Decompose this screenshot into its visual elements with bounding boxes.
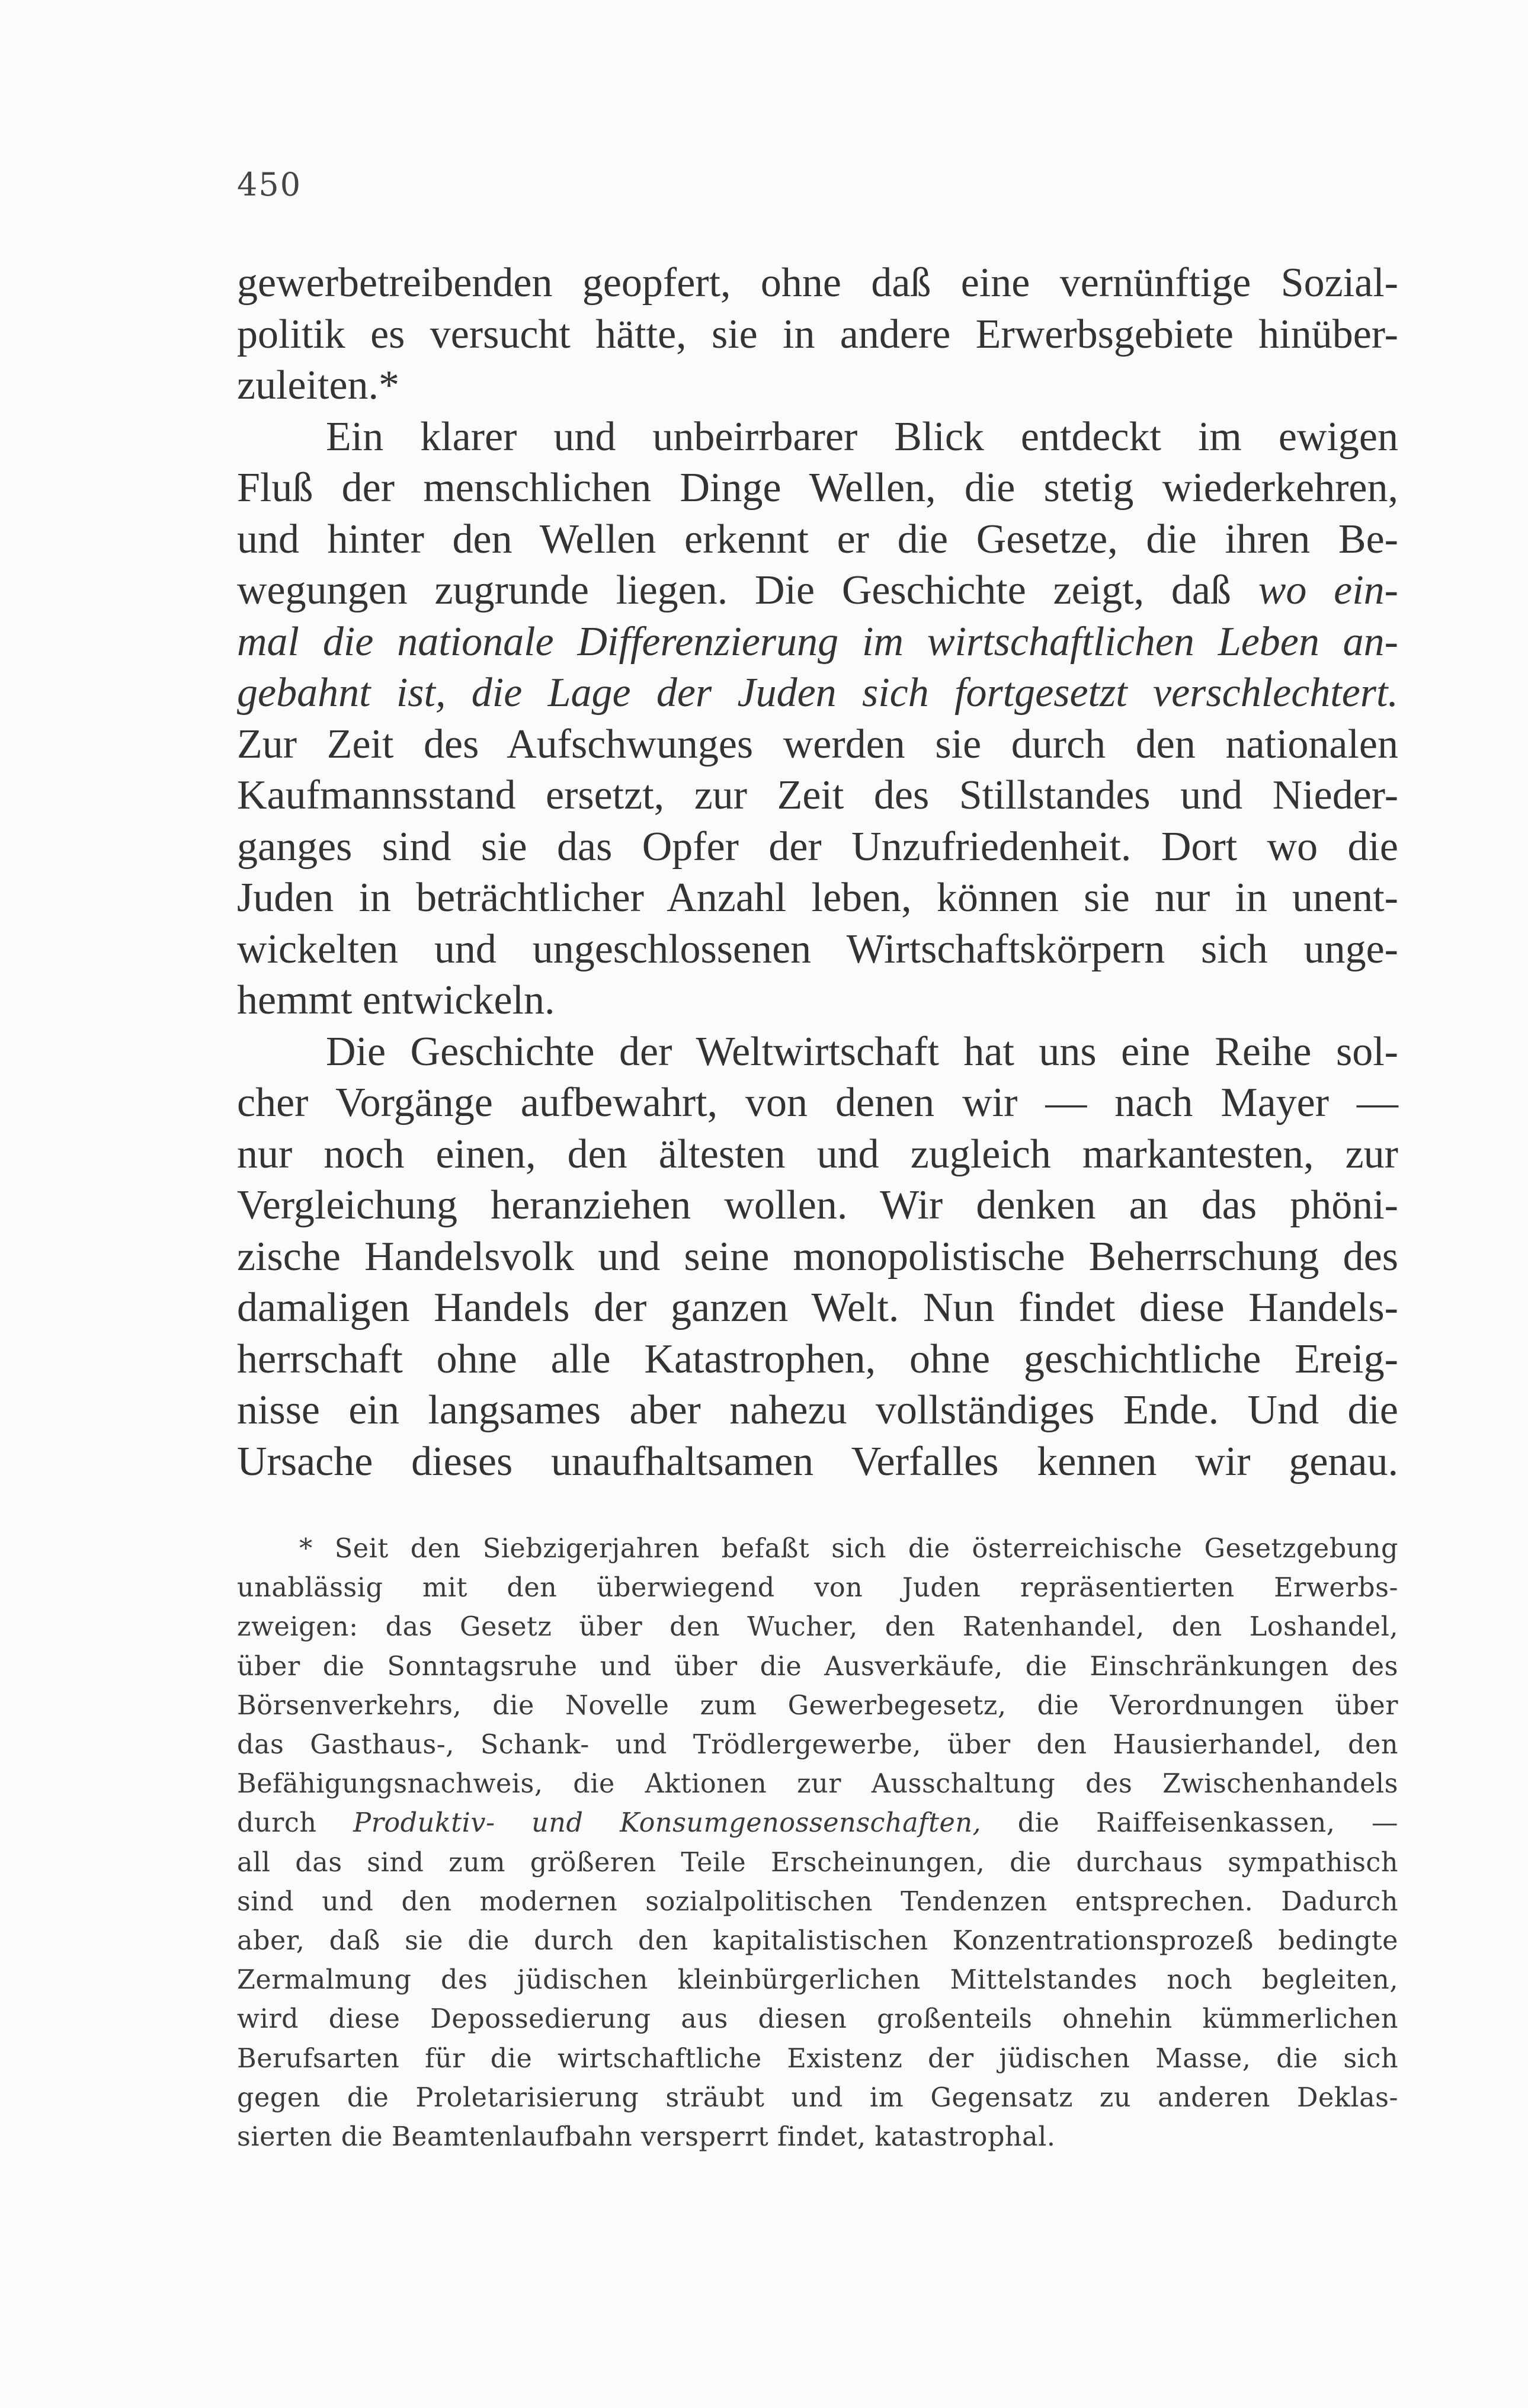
text-line: cher Vorgänge aufbewahrt, von denen wir — nach Mayer — xyxy=(237,1080,1398,1126)
footnote-line: sierten die Beamtenlaufbahn versperrt findet, katastrophal. xyxy=(237,2122,1056,2153)
text-line: Vergleichung heranziehen wollen. Wir denken an das phöni- xyxy=(237,1182,1398,1228)
footnote-line: zweigen: das Gesetz über den Wucher, den Ratenhandel, den Loshandel, xyxy=(237,1612,1398,1643)
text-line: Kaufmannsstand ersetzt, zur Zeit des Stillstandes und Nieder- xyxy=(237,772,1398,818)
text-line: nur noch einen, den ältesten und zugleich markantesten, zur xyxy=(237,1131,1398,1177)
text-line: Zur Zeit des Aufschwunges werden sie durch den nationalen xyxy=(237,721,1398,767)
text-line: Juden in beträchtlicher Anzahl leben, können sie nur in unent- xyxy=(237,875,1398,921)
text-line: Ursache dieses unaufhaltsamen Verfalles kennen wir genau. xyxy=(237,1438,1398,1484)
text-line xyxy=(237,565,1398,617)
emphasis-text: Produktiv- und Konsumgenossenschaften, xyxy=(353,1808,982,1839)
text-line xyxy=(237,668,1398,719)
emphasis-text: wo ein- xyxy=(1258,567,1398,613)
footnote-line: unablässig mit den überwiegend von Juden repräsentierten Erwerbs- xyxy=(237,1573,1398,1604)
footnote-line: das Gasthaus-, Schank- und Trödlergewerbe, über den Hausierhandel, den xyxy=(237,1730,1398,1761)
text-line: Ein klarer und unbeirrbarer Blick entdeckt im ewigen xyxy=(326,413,1398,460)
text-line: herrschaft ohne alle Katastrophen, ohne geschichtliche Ereig- xyxy=(237,1336,1398,1382)
page-number: 450 xyxy=(237,166,302,203)
text-line: gewerbetreibenden geopfert, ohne daß eine vernünftige Sozial- xyxy=(237,260,1398,306)
text-line: politik es versucht hätte, sie in andere Erwerbsgebiete hinüber- xyxy=(237,311,1398,357)
paragraph-2 xyxy=(237,412,1398,1027)
text-segment: wegungen zugrunde liegen. Die Geschichte zeigt, daß xyxy=(237,567,1258,613)
footnote-line xyxy=(237,1804,1398,1843)
footnote-line: Börsenverkehrs, die Novelle zum Gewerbegesetz, die Verordnungen über xyxy=(237,1690,1398,1721)
text-line xyxy=(237,617,1398,668)
text-line: hemmt entwickeln. xyxy=(237,977,555,1023)
text-line: wickelten und ungeschlossenen Wirtschaftskörpern sich unge- xyxy=(237,926,1398,972)
text-line: nisse ein langsames aber nahezu vollständiges Ende. Und die xyxy=(237,1387,1398,1433)
text-line: zuleiten.* xyxy=(237,363,400,408)
footnote-line: aber, daß sie die durch den kapitalistischen Konzentrationsprozeß bedingte xyxy=(237,1926,1398,1957)
footnote-line: über die Sonntagsruhe und über die Ausverkäufe, die Einschränkungen des xyxy=(237,1651,1398,1682)
text-line: Die Geschichte der Weltwirtschaft hat uns eine Reihe sol- xyxy=(326,1028,1398,1075)
footnote xyxy=(237,1530,1398,2157)
footnote-line: sind und den modernen sozialpolitischen Tendenzen entsprechen. Dadurch xyxy=(237,1886,1398,1917)
footnote-line: gegen die Proletarisierung sträubt und im Gegensatz zu anderen Deklas- xyxy=(237,2082,1398,2113)
emphasis-text: mal die nationale Differenzierung im wirtschaftlichen Leben an- xyxy=(237,618,1398,665)
footnote-line: Berufsarten für die wirtschaftliche Existenz der jüdischen Masse, die sich xyxy=(237,2043,1398,2074)
text-segment: durch xyxy=(237,1808,354,1839)
emphasis-text: gebahnt ist, die Lage der Juden sich fortgesetzt verschlechtert. xyxy=(237,670,1398,716)
paragraph-3 xyxy=(237,1027,1398,1488)
paragraph-1 xyxy=(237,258,1398,412)
text-line: ganges sind sie das Opfer der Unzufriedenheit. Dort wo die xyxy=(237,823,1398,870)
text-line: Fluß der menschlichen Dinge Wellen, die stetig wiederkehren, xyxy=(237,465,1398,511)
footnote-line: Zermalmung des jüdischen kleinbürgerlichen Mittelstandes noch begleiten, xyxy=(237,1965,1398,1996)
footnote-line: Befähigungsnachweis, die Aktionen zur Ausschaltung des Zwischenhandels xyxy=(237,1769,1398,1800)
text-line: zische Handelsvolk und seine monopolistische Beherrschung des xyxy=(237,1233,1398,1280)
body-text xyxy=(237,258,1398,1487)
footnote-line: * Seit den Siebzigerjahren befaßt sich die österreichische Gesetzgebung xyxy=(299,1534,1398,1564)
footnote-line: all das sind zum größeren Teile Erscheinungen, die durchaus sympathisch xyxy=(237,1847,1398,1878)
text-line: damaligen Handels der ganzen Welt. Nun findet diese Handels- xyxy=(237,1285,1398,1330)
text-segment: die Raiffeisenkassen, — xyxy=(981,1808,1398,1839)
footnote-line: wird diese Depossedierung aus diesen großenteils ohnehin kümmerlichen xyxy=(237,2004,1398,2035)
text-line: und hinter den Wellen erkennt er die Gesetze, die ihren Be- xyxy=(237,516,1398,562)
